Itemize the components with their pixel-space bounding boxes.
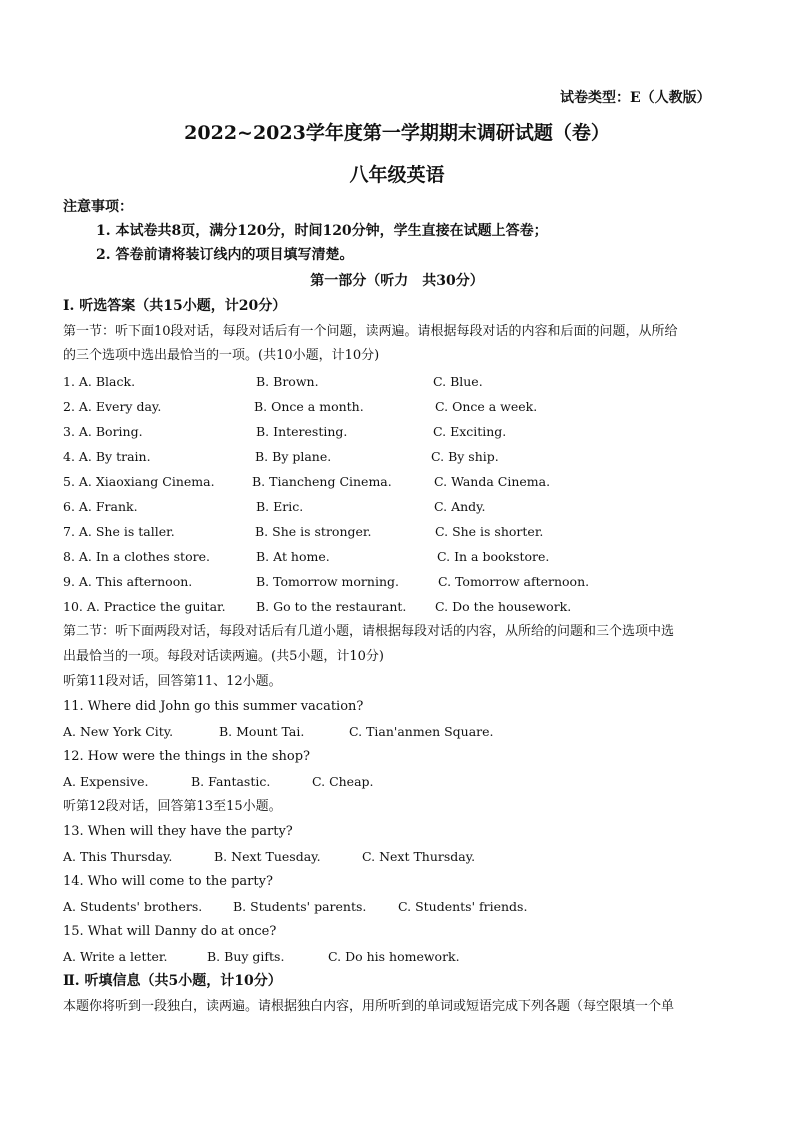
- option-a: 4. A. By train.: [63, 449, 151, 464]
- option-b: B. Eric.: [256, 499, 304, 514]
- option-c: C. She is shorter.: [435, 524, 544, 539]
- section1-part2-intro-line2: 出最恰当的一项。每段对话读两遍。(共5小题，计10分): [63, 649, 384, 664]
- option-a: A. Students' brothers.: [63, 899, 203, 914]
- question-11: 11. Where did John go this summer vacation?: [63, 699, 364, 714]
- section1-intro-line2: 的三个选项中选出最恰当的一项。(共10小题，计10分): [63, 348, 380, 363]
- notes-heading: 注意事项：: [63, 199, 133, 215]
- part1-title: 第一部分（听力 共30分）: [310, 273, 484, 289]
- notes-item-2: 2. 答卷前请将装订线内的项目填写清楚。: [96, 247, 354, 263]
- option-a: 9. A. This afternoon.: [63, 574, 193, 589]
- option-b: B. Go to the restaurant.: [256, 599, 407, 614]
- section1-part2-intro-line1: 第二节：听下面两段对话，每段对话后有几道小题，请根据每段对话的内容，从所给的问题和三个选项中选: [63, 624, 675, 639]
- option-c: C. By ship.: [431, 449, 499, 464]
- option-c: C. Exciting.: [433, 424, 507, 439]
- option-c: C. Wanda Cinema.: [434, 474, 551, 489]
- section1-heading: I. 听选答案（共15小题，计20分）: [63, 298, 287, 314]
- section2-intro-line1: 本题你将听到一段独白，读两遍。请根据独白内容，用所听到的单词或短语完成下列各题（每空限填一个单: [63, 999, 675, 1014]
- notes-item-1: 1. 本试卷共8页，满分120分，时间120分钟，学生直接在试题上答卷；: [96, 223, 548, 239]
- option-b: B. Brown.: [256, 374, 319, 389]
- question-14: 14. Who will come to the party?: [63, 874, 273, 889]
- option-b: B. By plane.: [255, 449, 332, 464]
- option-a: 5. A. Xiaoxiang Cinema.: [63, 474, 215, 489]
- paper-type: 试卷类型：E（人教版）: [560, 90, 711, 106]
- exam-title: 2022~2023学年度第一学期期末调研试题（卷）: [184, 122, 610, 144]
- option-c: C. Do his homework.: [328, 949, 460, 964]
- option-b: B. Next Tuesday.: [214, 849, 321, 864]
- option-a: 3. A. Boring.: [63, 424, 143, 439]
- option-c: C. Blue.: [433, 374, 483, 389]
- exam-subject: 八年级英语: [349, 164, 445, 186]
- option-b: B. Students' parents.: [233, 899, 367, 914]
- dialog-12-instruction: 听第12段对话，回答第13至15小题。: [63, 799, 282, 814]
- section2-heading: Ⅱ. 听填信息（共5小题，计10分）: [63, 973, 282, 989]
- option-c: C. Tomorrow afternoon.: [438, 574, 590, 589]
- option-a: 8. A. In a clothes store.: [63, 549, 210, 564]
- option-c: C. Next Thursday.: [362, 849, 476, 864]
- option-c: C. Do the housework.: [435, 599, 572, 614]
- option-b: B. Tomorrow morning.: [256, 574, 399, 589]
- option-b: B. She is stronger.: [255, 524, 372, 539]
- option-a: 10. A. Practice the guitar.: [63, 599, 226, 614]
- option-b: B. At home.: [256, 549, 330, 564]
- option-a: 2. A. Every day.: [63, 399, 162, 414]
- option-b: B. Interesting.: [256, 424, 348, 439]
- question-12: 12. How were the things in the shop?: [63, 749, 311, 764]
- option-b: B. Fantastic.: [191, 774, 271, 789]
- option-c: C. Tian'anmen Square.: [349, 724, 494, 739]
- option-c: C. Cheap.: [312, 774, 374, 789]
- option-a: 1. A. Black.: [63, 374, 136, 389]
- question-15: 15. What will Danny do at once?: [63, 924, 277, 939]
- question-13: 13. When will they have the party?: [63, 824, 293, 839]
- option-a: 7. A. She is taller.: [63, 524, 175, 539]
- option-a: A. Write a letter.: [63, 949, 168, 964]
- option-c: C. Andy.: [434, 499, 486, 514]
- option-c: C. Students' friends.: [398, 899, 528, 914]
- section1-intro-line1: 第一节：听下面10段对话，每段对话后有一个问题，读两遍。请根据每段对话的内容和后面的问题，从所给: [63, 324, 678, 339]
- option-b: B. Mount Tai.: [219, 724, 305, 739]
- option-a: A. Expensive.: [63, 774, 149, 789]
- option-c: C. In a bookstore.: [437, 549, 550, 564]
- option-a: A. New York City.: [63, 724, 174, 739]
- option-b: B. Once a month.: [254, 399, 364, 414]
- option-b: B. Buy gifts.: [207, 949, 285, 964]
- option-a: A. This Thursday.: [63, 849, 173, 864]
- option-b: B. Tiancheng Cinema.: [252, 474, 392, 489]
- option-c: C. Once a week.: [435, 399, 538, 414]
- dialog-11-instruction: 听第11段对话，回答第11、12小题。: [63, 674, 282, 689]
- option-a: 6. A. Frank.: [63, 499, 138, 514]
